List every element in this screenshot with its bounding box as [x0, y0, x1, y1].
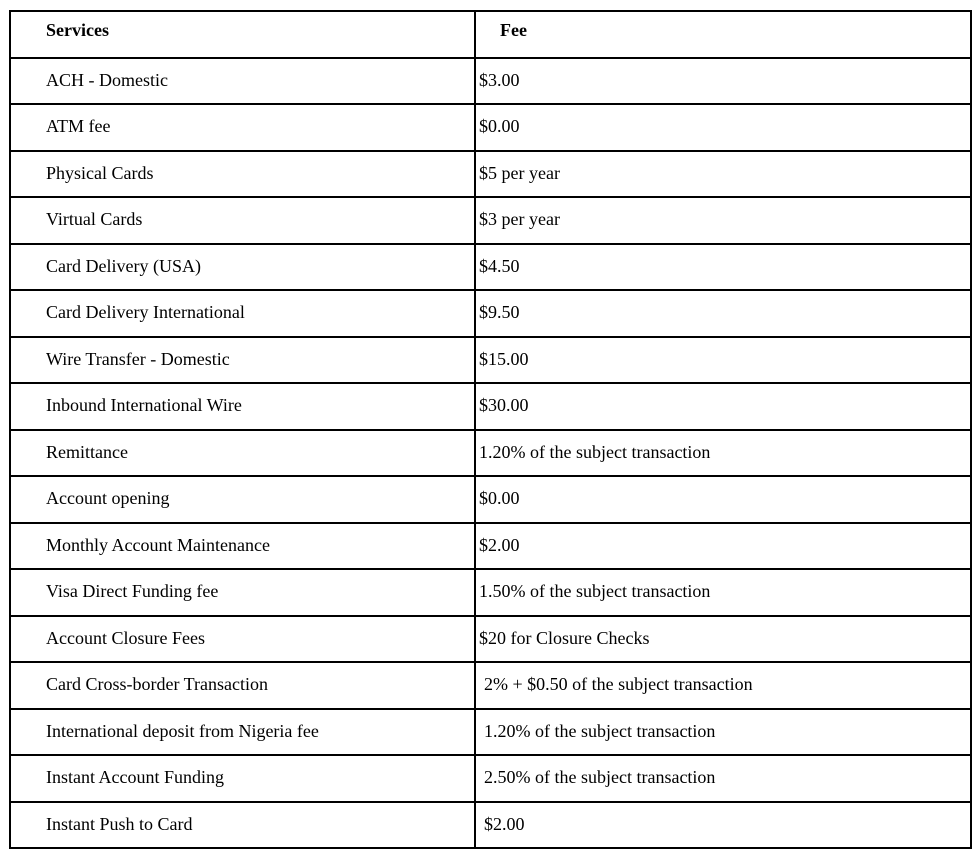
service-cell: ACH - Domestic	[10, 58, 475, 105]
fee-cell: 2% + $0.50 of the subject transaction	[475, 662, 971, 709]
table-row	[10, 662, 971, 709]
header-fee: Fee	[475, 11, 971, 58]
table-header-row	[10, 11, 971, 58]
table-row	[10, 104, 971, 151]
table-row	[10, 709, 971, 756]
fee-cell: $2.00	[475, 523, 971, 570]
fee-cell: $9.50	[475, 290, 971, 337]
service-cell: ATM fee	[10, 104, 475, 151]
table-row	[10, 151, 971, 198]
header-services: Services	[10, 11, 475, 58]
fee-cell: 1.20% of the subject transaction	[475, 709, 971, 756]
fee-cell: 2.50% of the subject transaction	[475, 755, 971, 802]
table-row	[10, 802, 971, 849]
table-row	[10, 58, 971, 105]
fee-cell: $4.50	[475, 244, 971, 291]
service-cell: Remittance	[10, 430, 475, 477]
service-cell: Visa Direct Funding fee	[10, 569, 475, 616]
fee-cell: $3 per year	[475, 197, 971, 244]
fee-cell: $0.00	[475, 476, 971, 523]
service-cell: Account Closure Fees	[10, 616, 475, 663]
fee-cell: $0.00	[475, 104, 971, 151]
fee-cell: $2.00	[475, 802, 971, 849]
fee-table	[9, 10, 972, 849]
service-cell: Physical Cards	[10, 151, 475, 198]
service-cell: Inbound International Wire	[10, 383, 475, 430]
service-cell: Wire Transfer - Domestic	[10, 337, 475, 384]
fee-cell: $15.00	[475, 337, 971, 384]
fee-cell: $5 per year	[475, 151, 971, 198]
table-row	[10, 616, 971, 663]
table-row	[10, 383, 971, 430]
fee-cell: 1.20% of the subject transaction	[475, 430, 971, 477]
table-row	[10, 430, 971, 477]
fee-cell: $3.00	[475, 58, 971, 105]
fee-cell: $30.00	[475, 383, 971, 430]
table-row	[10, 244, 971, 291]
service-cell: Card Delivery (USA)	[10, 244, 475, 291]
service-cell: Virtual Cards	[10, 197, 475, 244]
service-cell: Card Delivery International	[10, 290, 475, 337]
table-row	[10, 523, 971, 570]
service-cell: Instant Account Funding	[10, 755, 475, 802]
table-row	[10, 755, 971, 802]
service-cell: Instant Push to Card	[10, 802, 475, 849]
service-cell: Account opening	[10, 476, 475, 523]
service-cell: International deposit from Nigeria fee	[10, 709, 475, 756]
table-row	[10, 290, 971, 337]
service-cell: Monthly Account Maintenance	[10, 523, 475, 570]
table-row	[10, 569, 971, 616]
table-row	[10, 476, 971, 523]
fee-cell: 1.50% of the subject transaction	[475, 569, 971, 616]
table-row	[10, 197, 971, 244]
table-row	[10, 337, 971, 384]
service-cell: Card Cross-border Transaction	[10, 662, 475, 709]
fee-cell: $20 for Closure Checks	[475, 616, 971, 663]
